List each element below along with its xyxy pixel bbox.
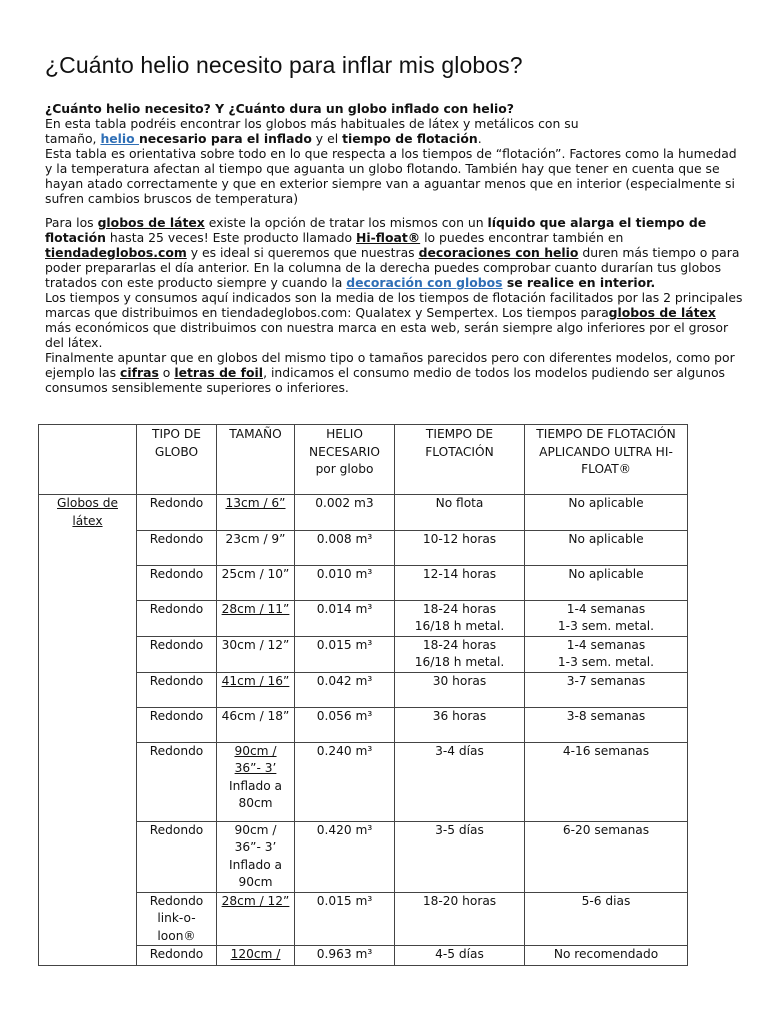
helio-cell [295, 892, 395, 946]
size-cell [217, 946, 295, 966]
helio-link[interactable]: helio [100, 131, 139, 146]
header-cell: TIPO DE GLOBO [137, 425, 217, 495]
category-cell [39, 946, 137, 966]
table-row [39, 707, 688, 742]
category-cell [39, 565, 137, 600]
cell-text: 23cm / 9” [225, 531, 286, 546]
helio-cell [295, 636, 395, 672]
hifloat-cell [525, 636, 688, 672]
cell-text: No aplicable [568, 496, 644, 510]
flotacion-cell [395, 636, 525, 672]
category-cell [39, 892, 137, 946]
table-row [39, 821, 688, 892]
flotacion-cell [395, 565, 525, 600]
hifloat-cell [525, 892, 688, 946]
cell-text: 0.008 m³ [316, 531, 373, 546]
cell-text: 18-24 horas [422, 601, 497, 616]
cell-text: 3-7 semanas [566, 673, 646, 688]
cell-text: 0.015 m³ [316, 637, 373, 652]
flotacion-cell [395, 742, 525, 821]
cell-text: 1-3 sem. metal. [557, 619, 655, 633]
category-cell [39, 707, 137, 742]
helio-cell [295, 565, 395, 600]
tipo-cell [137, 707, 217, 742]
intro-line2 [45, 131, 745, 146]
decoracion-globos-link[interactable]: decoración con globos [346, 275, 503, 290]
table-header-row [39, 425, 688, 495]
cell-text: 90cm / 36”- 3’ [234, 822, 277, 854]
size-extra: Inflado a 80cm [229, 778, 282, 810]
category-cell [39, 600, 137, 636]
cell-text: 18-24 horas [422, 637, 497, 652]
size-cell [217, 707, 295, 742]
cell-text: Redondo [149, 947, 204, 961]
table-row [39, 672, 688, 707]
text-span: hasta 25 veces! Este producto llamado [105, 230, 357, 245]
size-cell [217, 821, 295, 892]
final-paragraph [45, 350, 745, 395]
text-span: duren más tiempo o para poder prepararlas el día anterior. En la columna de la derecha puedes comprobar cuanto durarían tus globos tratados con este producto siempre y cuando la [45, 245, 740, 290]
cell-text: Redondo [149, 637, 204, 652]
hifloat-paragraph [45, 215, 745, 290]
intro-line1: En esta tabla podréis encontrar los globos más habituales de látex y metálicos con su [45, 116, 579, 131]
helio-cell [295, 672, 395, 707]
globos-latex-link[interactable]: globos de látex [97, 215, 205, 230]
cell-text: 30 horas [432, 673, 487, 688]
cell-text: 0.014 m³ [316, 601, 373, 616]
header-cell: TIEMPO DE FLOTACIÓN APLICANDO ULTRA HI-FLOAT® [525, 425, 688, 495]
table-row [39, 636, 688, 672]
tipo-cell [137, 821, 217, 892]
cell-text: 30cm / 12” [221, 637, 290, 652]
cell-text: 1-3 sem. metal. [557, 655, 655, 669]
letras-foil-link[interactable]: letras de foil [174, 365, 264, 380]
table-row [39, 600, 688, 636]
table-row [39, 495, 688, 531]
globos-latex-link-2[interactable]: globos de látex [608, 305, 716, 320]
flotacion-cell [395, 495, 525, 531]
header-cell: TAMAÑO [217, 425, 295, 495]
tiendadeglobos-link[interactable]: tiendadeglobos.com [45, 245, 187, 260]
cell-text: 16/18 h metal. [414, 655, 505, 669]
cell-text: No aplicable [568, 566, 644, 581]
tipo-cell [137, 565, 217, 600]
hifloat-cell [525, 672, 688, 707]
cell-text: 0.420 m³ [316, 822, 373, 837]
cell-text: 6-20 semanas [562, 822, 650, 837]
intro-section [45, 101, 745, 206]
brands-paragraph [45, 290, 745, 350]
cell-text: 0.042 m³ [316, 673, 373, 688]
text-span: más económicos que distribuimos con nuestra marca en esta web, serán siempre algo inferiores por el grosor del látex. [45, 320, 729, 350]
text-span: lo puedes encontrar también en [420, 230, 624, 245]
cell-text: 1-4 semanas [566, 637, 646, 652]
category-cell [39, 672, 137, 707]
table-row [39, 530, 688, 565]
text-span: Los tiempos y consumos aquí indicados son la media de los tiempos de flotación facilitados por las 2 principales marcas que distribuimos en tiendadeglobos.com: Qualatex y Sempertex. Los tiempos para [45, 290, 743, 320]
intro-heading: ¿Cuánto helio necesito? Y ¿Cuánto dura un globo inflado con helio? [45, 101, 514, 116]
tipo-cell [137, 530, 217, 565]
flotacion-cell [395, 600, 525, 636]
cell-text: 25cm / 10” [221, 566, 290, 581]
cell-text: 0.240 m³ [316, 743, 373, 758]
cell-text: Redondo [149, 708, 204, 723]
text-span: necesario para el inflado [138, 131, 312, 146]
table-row [39, 565, 688, 600]
cifras-link[interactable]: cifras [120, 365, 159, 380]
text-span: o [158, 365, 175, 380]
table-row [39, 892, 688, 946]
tipo-cell [137, 495, 217, 531]
hifloat-cell [525, 742, 688, 821]
text-span: , indicamos el consumo medio de todos los modelos pudiendo ser algunos consumos sensiblemente superiores o inferiores. [45, 365, 725, 395]
cell-text: Redondo [149, 566, 204, 581]
cell-text: Redondo [149, 601, 204, 616]
cell-text: Redondo [149, 673, 204, 688]
header-cell [39, 425, 137, 495]
tipo-cell [137, 636, 217, 672]
cell-text: 4-16 semanas [562, 743, 650, 758]
cell-text: Redondo [149, 743, 204, 758]
cell-text: No aplicable [568, 531, 644, 546]
text-span: y es ideal si queremos que nuestras [186, 245, 419, 260]
cell-text: 0.056 m³ [316, 708, 373, 723]
hifloat-cell [525, 600, 688, 636]
tipo-cell [137, 600, 217, 636]
page-title: ¿Cuánto helio necesito para inflar mis globos? [45, 52, 523, 78]
flotacion-cell [395, 946, 525, 966]
table-row [39, 946, 688, 966]
hifloat-cell [525, 946, 688, 966]
cell-text: 3-4 días [435, 743, 484, 758]
text-span: Para los [45, 215, 98, 230]
flotacion-cell [395, 672, 525, 707]
header-cell: TIEMPO DE FLOTACIÓN [395, 425, 525, 495]
hifloat-cell [525, 821, 688, 892]
flotacion-cell [395, 892, 525, 946]
category-cell [39, 636, 137, 672]
size-cell [217, 530, 295, 565]
size-cell [217, 742, 295, 821]
hifloat-section [45, 215, 745, 395]
category-cell [39, 530, 137, 565]
cell-text: 0.002 m3 [315, 496, 374, 510]
hifloat-cell [525, 530, 688, 565]
cell-text: 0.963 m³ [316, 947, 373, 961]
cell-text: 1-4 semanas [566, 601, 646, 616]
flotacion-cell [395, 821, 525, 892]
text-span: . [477, 131, 482, 146]
cell-text[interactable]: 120cm / [230, 947, 281, 961]
size-cell [217, 892, 295, 946]
category-cell [39, 742, 137, 821]
cell-text: 4-5 días [435, 947, 484, 961]
hifloat-cell [525, 565, 688, 600]
text-span: Finalmente apuntar que en globos del mismo tipo o tamaños parecidos pero con diferentes modelos, como por ejemplo las [45, 350, 735, 380]
helio-cell [295, 821, 395, 892]
text-span: se realice en interior. [502, 275, 656, 290]
cell-text: 0.010 m³ [316, 566, 373, 581]
cell-text: 0.015 m³ [316, 893, 373, 908]
decoraciones-helio-link[interactable]: decoraciones con helio [418, 245, 579, 260]
helio-cell [295, 742, 395, 821]
cell-text: No recomendado [553, 947, 659, 961]
cell-text: 46cm / 18” [221, 708, 290, 723]
tipo-cell [137, 946, 217, 966]
size-cell [217, 636, 295, 672]
cell-text: 18-20 horas [422, 893, 497, 908]
cell-text: 12-14 horas [422, 566, 497, 581]
category-label[interactable]: Globos de látex [57, 496, 118, 528]
text-span: líquido que alarga el tiempo de flotación [45, 215, 707, 245]
cell-text: Redondo [149, 496, 204, 510]
tipo-cell [137, 892, 217, 946]
tipo-cell [137, 742, 217, 821]
cell-text: 3-8 semanas [566, 708, 646, 723]
cell-text: Redondo [149, 822, 204, 837]
helio-cell [295, 707, 395, 742]
helium-table [38, 424, 688, 966]
size-cell [217, 672, 295, 707]
cell-text: No flota [435, 496, 484, 510]
flotacion-cell [395, 530, 525, 565]
text-span: y el [311, 131, 343, 146]
helio-cell [295, 600, 395, 636]
size-cell [217, 495, 295, 531]
text-span: existe la opción de tratar los mismos con un [204, 215, 488, 230]
helio-cell [295, 495, 395, 531]
cell-text[interactable]: 28cm / 12” [221, 893, 290, 908]
cell-text[interactable]: 28cm / 11” [221, 601, 290, 616]
intro-line3: Esta tabla es orientativa sobre todo en lo que respecta a los tiempos de “flotación”. Factores como la humedad y la temperatura afectan al tiempo que aguanta un globo flotando. También hay que tener en cuenta que se hayan atado correctamente y que en exterior siempre van a aguantar menos que en interior (especialmente si sufren cambios bruscos de temperatura) [45, 146, 737, 206]
table-body [39, 495, 688, 966]
flotacion-cell [395, 707, 525, 742]
hifloat-link[interactable]: Hi-float® [356, 230, 421, 245]
cell-text[interactable]: 41cm / 16” [221, 673, 290, 688]
cell-text[interactable]: 13cm / 6” [225, 496, 286, 510]
category-cell [39, 821, 137, 892]
cell-text: 3-5 días [435, 822, 484, 837]
category-cell[interactable] [39, 495, 137, 531]
cell-text: Redondo [149, 531, 204, 546]
cell-text: Redondo link-o-loon® [149, 893, 204, 943]
cell-text: 16/18 h metal. [414, 619, 505, 633]
hifloat-cell [525, 707, 688, 742]
tipo-cell [137, 672, 217, 707]
cell-text: 36 horas [432, 708, 487, 723]
cell-text[interactable]: 90cm / 36”- 3’ [234, 743, 277, 775]
size-cell [217, 565, 295, 600]
helio-cell [295, 946, 395, 966]
cell-text: 10-12 horas [422, 531, 497, 546]
text-span: tiempo de flotación [342, 131, 478, 146]
header-cell: HELIO NECESARIO por globo [295, 425, 395, 495]
helio-cell [295, 530, 395, 565]
table-row [39, 742, 688, 821]
text-span: tamaño, [45, 131, 101, 146]
hifloat-cell [525, 495, 688, 531]
cell-text: 5-6 dias [581, 893, 631, 908]
size-cell [217, 600, 295, 636]
size-extra: Inflado a 90cm [229, 857, 282, 889]
